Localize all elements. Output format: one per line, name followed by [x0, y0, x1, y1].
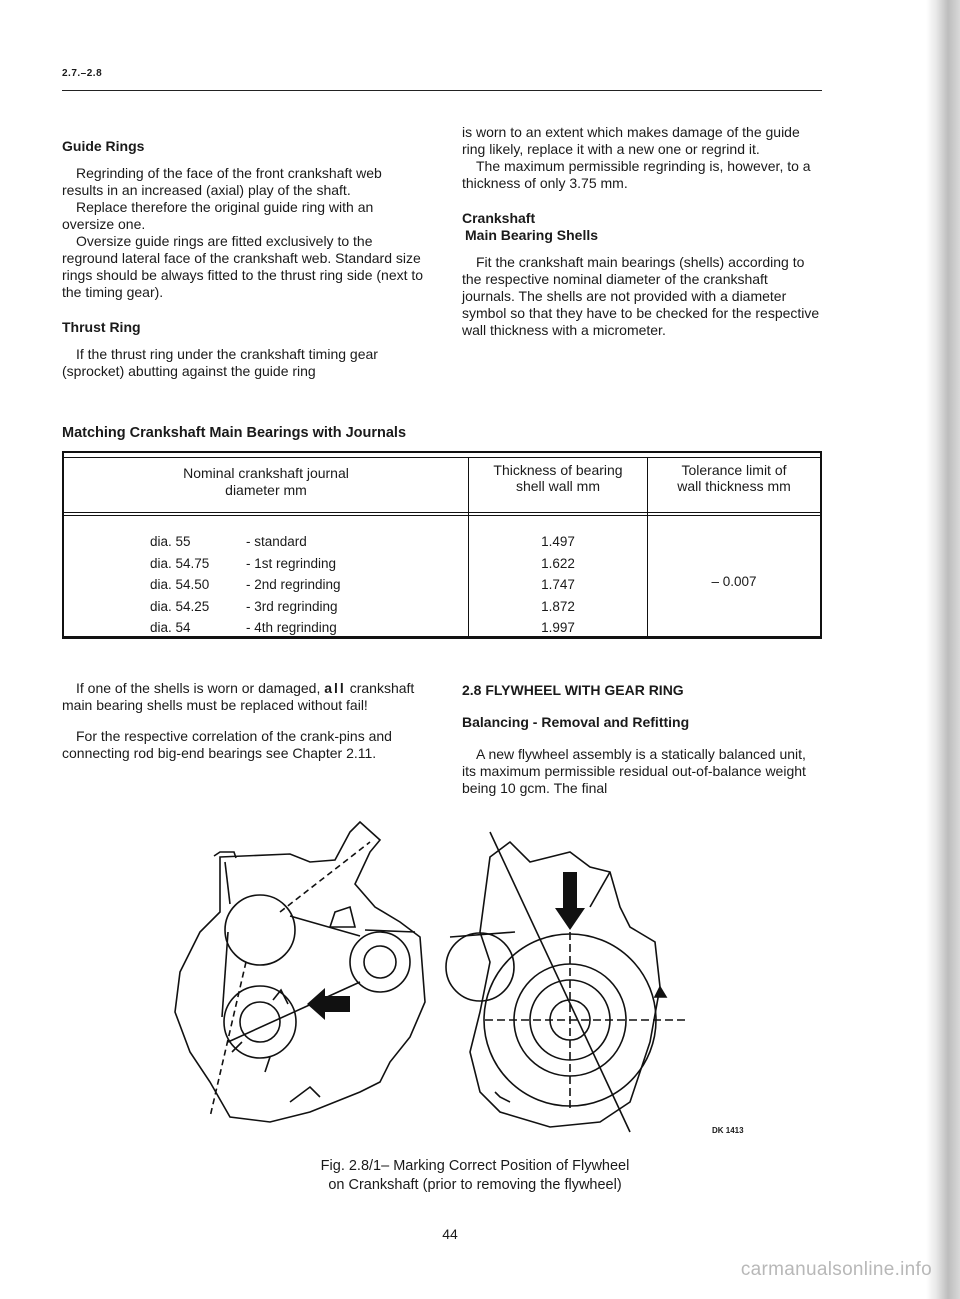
thrust-ring-p1: If the thrust ring under the crankshaft timing gear (sprocket) abutting against the guide ring	[62, 346, 378, 379]
shells-warning-all: all	[324, 680, 346, 696]
desc-column	[246, 531, 341, 639]
lower-right-column	[462, 682, 822, 797]
figure-caption-line1: Fig. 2.8/1– Marking Correct Position of Flywheel	[320, 1158, 630, 1174]
arrow-icon	[273, 988, 350, 1020]
balancing-heading: Balancing - Removal and Refitting	[462, 714, 690, 730]
flywheel-figure	[150, 812, 800, 1147]
row-thickness-3: 1.872	[541, 598, 575, 614]
guide-rings-p2: Replace therefore the original guide ring with an oversize one.	[62, 199, 374, 232]
row-dia-2: dia. 54.50	[150, 577, 210, 592]
row-desc-1: - 1st regrinding	[246, 555, 337, 571]
header-shell-thickness: Thickness of bearing shell wall mm	[493, 462, 623, 494]
thickness-column	[469, 531, 647, 639]
row-dia-4: dia. 54	[150, 620, 191, 635]
row-desc-2: - 2nd regrinding	[246, 577, 341, 592]
row-desc-3: - 3rd regrinding	[246, 598, 338, 614]
section-2-8-heading: 2.8 FLYWHEEL WITH GEAR RING	[462, 682, 684, 698]
lower-left-column	[62, 680, 424, 762]
right-p1: is worn to an extent which makes damage of the guide ring likely, replace it with a new one or regrind it.	[462, 124, 800, 157]
page-edge-shadow	[926, 0, 960, 1299]
figure-caption-line2: on Crankshaft (prior to removing the flywheel)	[328, 1177, 622, 1193]
main-bearing-shells-heading: Main Bearing Shells	[465, 227, 599, 243]
flywheel-p1: A new flywheel assembly is a statically balanced unit, its maximum permissible residual out-of-balance weight being 10 gcm. The final	[462, 746, 806, 796]
engine-left-drawing	[175, 822, 425, 1122]
row-desc-0: - standard	[246, 534, 307, 549]
row-thickness-2: 1.747	[541, 577, 575, 592]
shells-warning-end: crankshaft main bearing shells must be replaced without fail!	[62, 680, 415, 713]
shells-warning-start: If one of the shells is worn or damaged,	[76, 680, 321, 696]
marker-arrow-icon	[555, 872, 585, 930]
row-desc-4: - 4th regrinding	[246, 620, 337, 635]
figure-code: DK 1413	[712, 1126, 744, 1135]
header-nominal-diameter: Nominal crankshaft journal diameter mm	[183, 465, 349, 498]
left-column	[62, 138, 424, 380]
guide-rings-heading: Guide Rings	[62, 138, 145, 154]
header-tolerance-limit: Tolerance limit of wall thickness mm	[677, 462, 791, 494]
watermark: carmanualsonline.info	[740, 1259, 932, 1280]
right-p2: The maximum permissible regrinding is, however, to a thickness of only 3.75 mm.	[462, 158, 811, 191]
figure-caption	[150, 1157, 800, 1195]
correlation-note: For the respective correlation of the crank-pins and connecting rod big-end bearings see Chapter 2.11.	[62, 728, 392, 761]
page-header: 2.7.–2.8	[62, 68, 103, 79]
row-dia-0: dia. 55	[150, 534, 191, 549]
tolerance-value: – 0.007	[711, 574, 757, 589]
bearing-table	[62, 451, 822, 639]
page-number: 44	[442, 1226, 458, 1242]
row-dia-1: dia. 54.75	[150, 555, 210, 571]
right-column	[462, 124, 822, 339]
header-rule	[62, 90, 822, 91]
guide-rings-p3: Oversize guide rings are fitted exclusively to the reground lateral face of the crankshaft web. Standard size rings should be always fitted to the thrust ring side (next to the timing gear).	[62, 233, 424, 300]
matching-heading: Matching Crankshaft Main Bearings with Journals	[62, 425, 407, 441]
row-thickness-1: 1.622	[541, 555, 575, 571]
shells-warning	[62, 680, 424, 714]
crankshaft-heading: Crankshaft	[462, 210, 536, 226]
guide-rings-p1: Regrinding of the face of the front crankshaft web results in an increased (axial) play of the shaft.	[62, 165, 382, 198]
thrust-ring-heading: Thrust Ring	[62, 319, 141, 335]
row-thickness-4: 1.997	[541, 620, 575, 635]
right-p3: Fit the crankshaft main bearings (shells) according to the respective nominal diameter of the crankshaft journals. The shells are not provided with a diameter symbol so that they have to be checked for the respective wall thickness with a micrometer.	[462, 254, 820, 338]
row-dia-3: dia. 54.25	[150, 598, 210, 614]
dia-column	[150, 531, 209, 639]
row-thickness-0: 1.497	[541, 534, 575, 549]
